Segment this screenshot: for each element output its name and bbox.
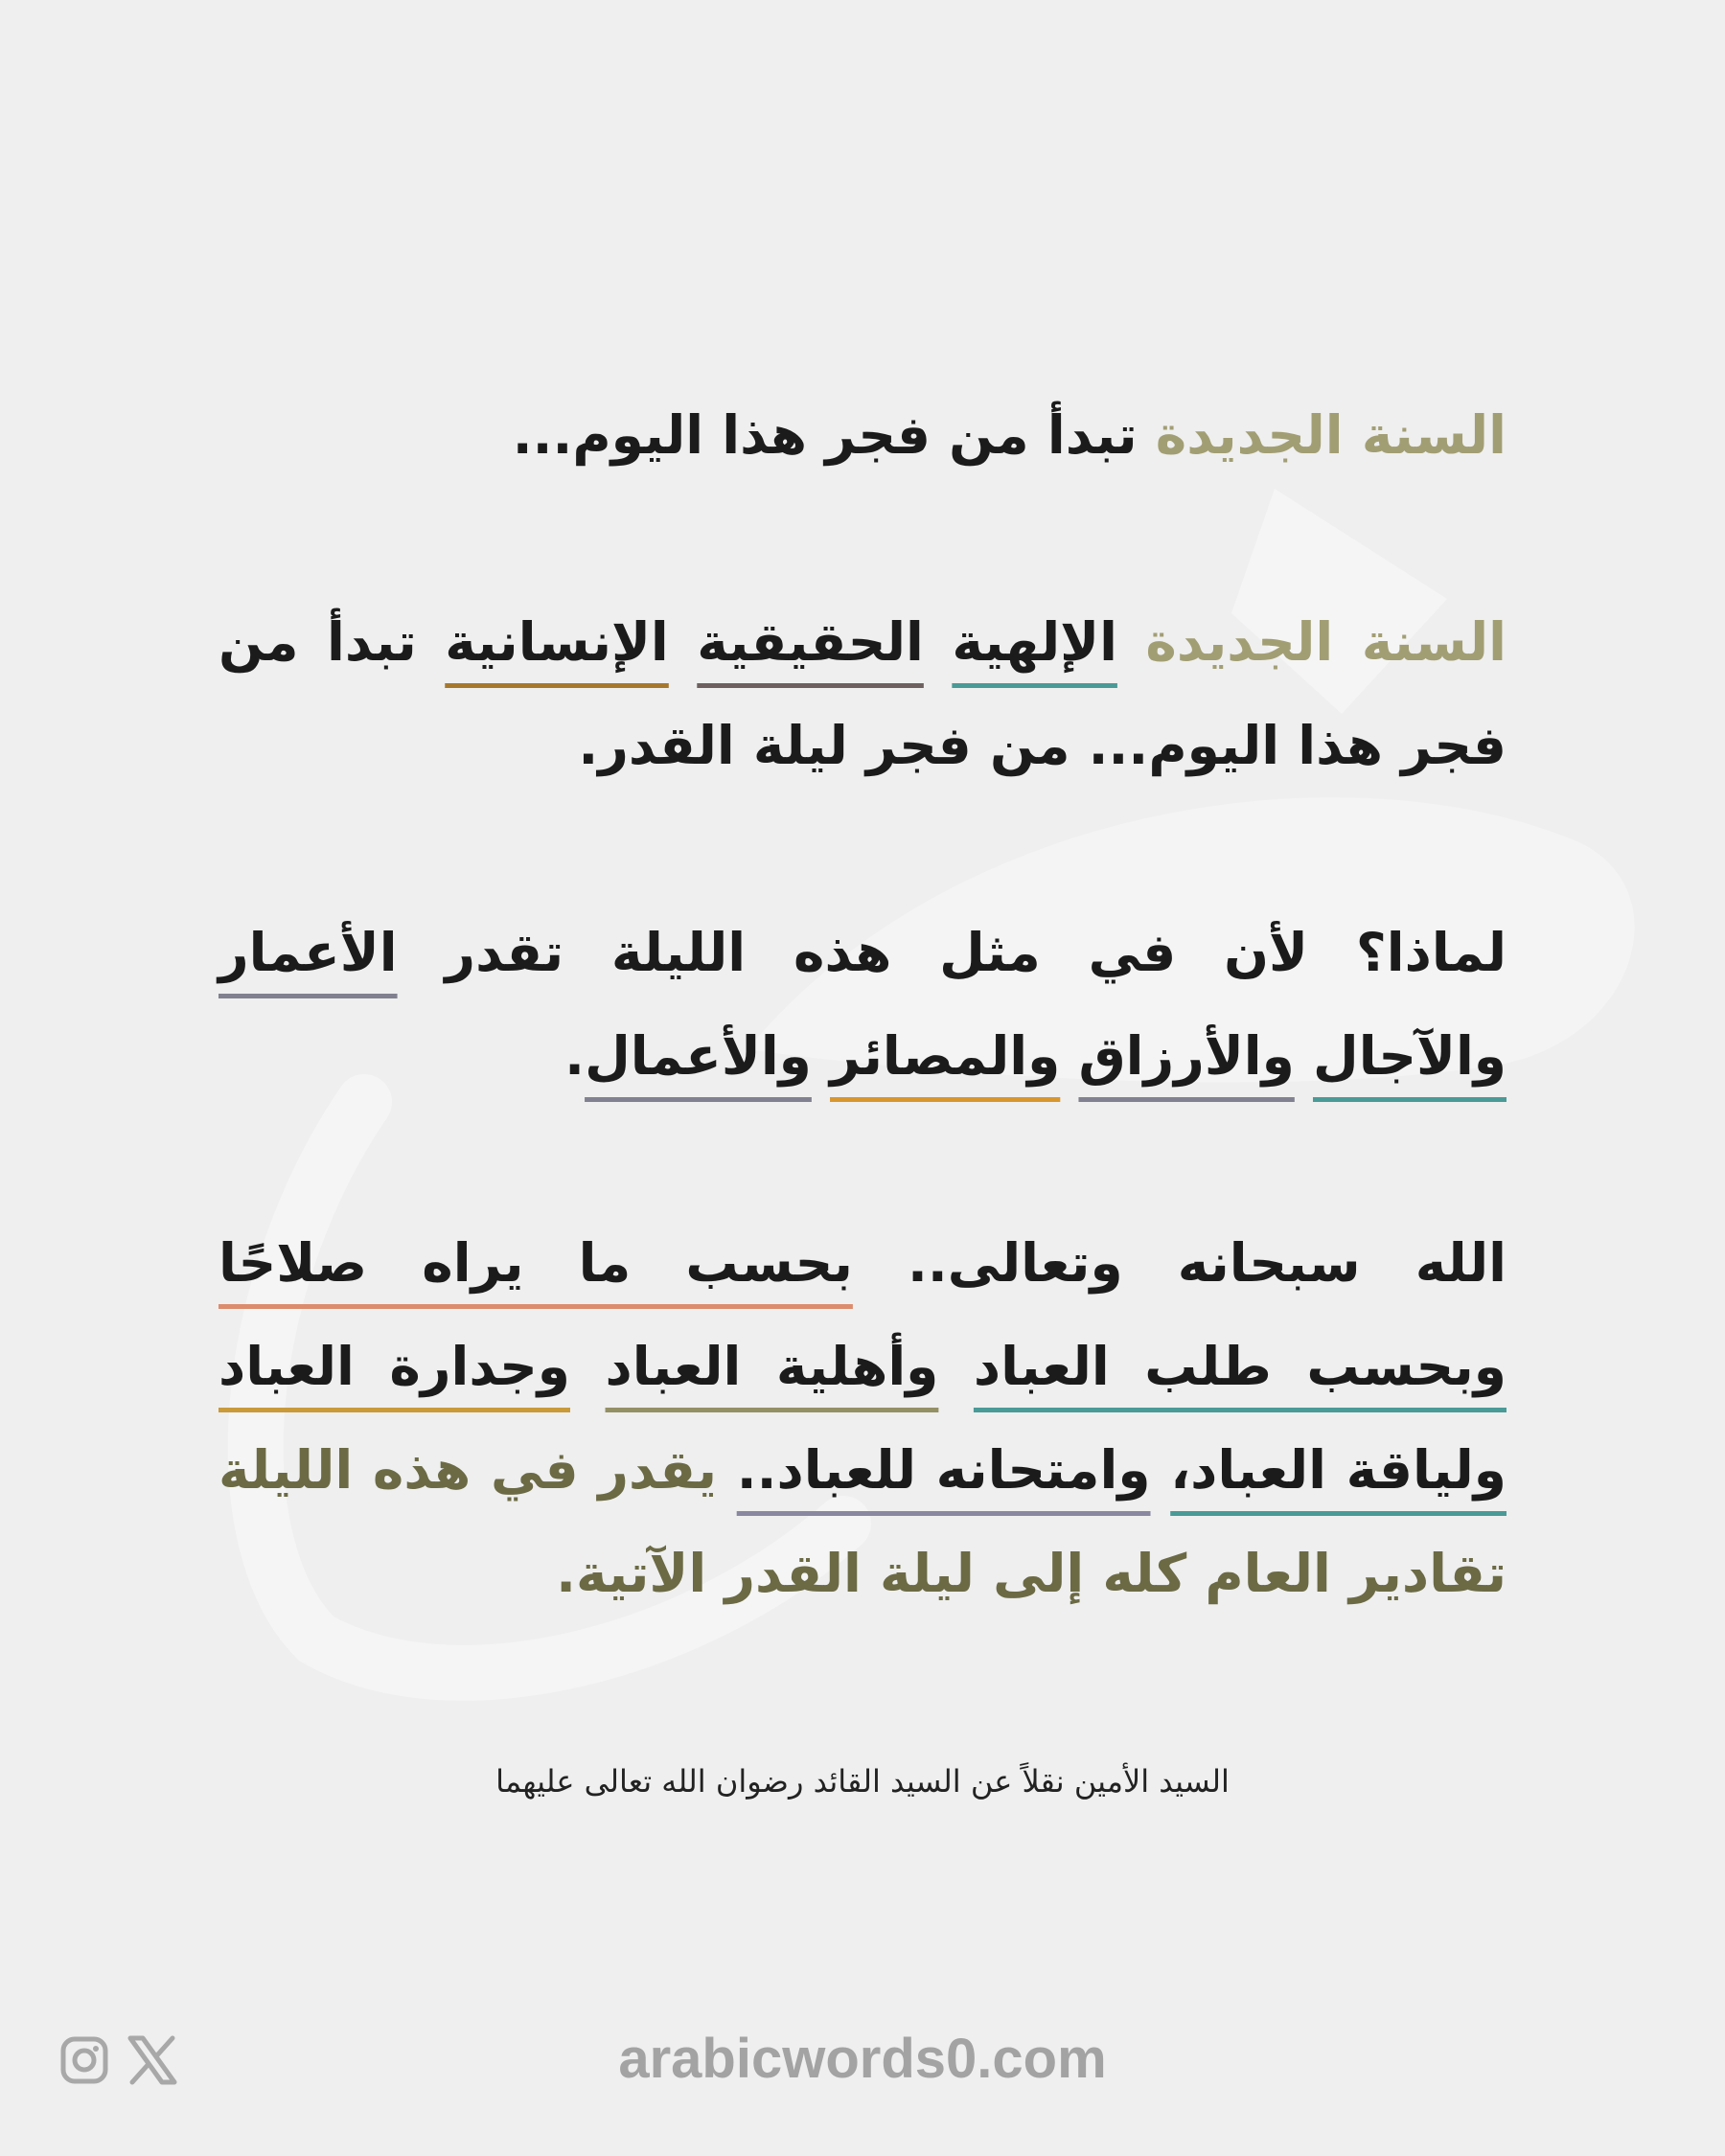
attribution: السيد الأمين نقلاً عن السيد القائد رضوان الله تعالى عليهما [495,1763,1230,1800]
paragraph-new-year [218,590,1506,797]
quote-body [218,383,1506,1625]
p4-phrase-6: وامتحانه للعباد.. [736,1439,1151,1501]
p3-word-deeds: والأعمال [585,1025,812,1087]
p4-phrase-4: وجدارة العباد [218,1336,570,1397]
p2-word-human: الإنسانية [445,611,669,673]
heading-rest: تبدأ من فجر هذا اليوم... [512,404,1156,466]
paragraph-god [218,1211,1506,1625]
p3-word-lifespans: الأعمار [218,922,398,983]
p3-intro: لماذا؟ لأن في مثل هذه الليلة تقدر [445,922,1506,983]
p2-highlight: السنة الجديدة [1145,611,1506,673]
p2-word-divine: الإلهية [952,611,1117,673]
paragraph-why [218,901,1506,1108]
heading-highlight: السنة الجديدة [1155,404,1506,466]
p4-phrase-2: وبحسب طلب العباد [973,1336,1506,1397]
p3-word-destinies: والمصائر [830,1025,1061,1087]
p2-rest: تبدأ من فجر هذا اليوم... من فجر ليلة القدر. [218,611,1506,776]
p2-word-true: الحقيقية [697,611,924,673]
p4-phrase-5: ولياقة العباد، [1170,1439,1506,1501]
p4-intro: الله سبحانه وتعالى.. [908,1232,1506,1294]
footer-website-link[interactable]: arabicwords0.com [618,2028,1107,2090]
p3-word-terms: والآجال [1312,1025,1506,1087]
p4-phrase-1: بحسب ما يراه صلاحًا [218,1232,853,1294]
p4-closing: يقدر في هذه الليلة تقادير العام كله إلى ليلة القدر الآتية. [218,1439,1506,1604]
p4-phrase-3: وأهلية العباد [605,1336,939,1397]
heading-line [218,383,1506,487]
p3-end: . [564,1025,586,1087]
p3-word-provisions: والأرزاق [1078,1025,1295,1087]
